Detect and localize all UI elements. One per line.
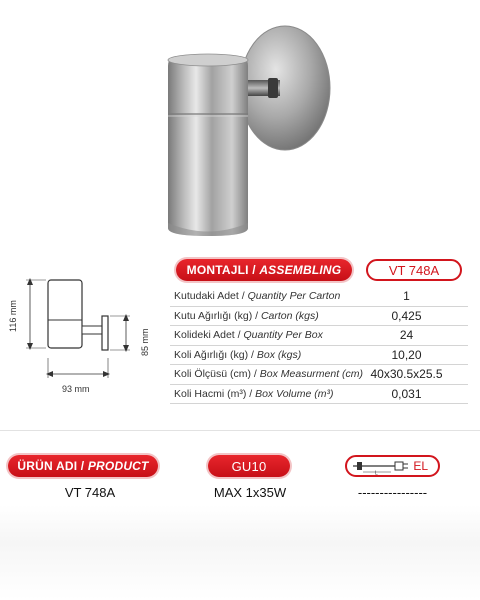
model-badge — [366, 259, 462, 281]
spec-value: 0,425 — [391, 308, 422, 323]
product-photo — [150, 18, 340, 243]
cable-plug-icon — [351, 457, 411, 475]
spec-label: Kutu Ağırlığı (kg) / Carton (kgs) — [174, 309, 319, 322]
spec-row — [170, 346, 468, 366]
cable-label: EL — [413, 459, 428, 473]
cable-badge — [345, 455, 440, 477]
spec-row — [170, 287, 468, 307]
cable-length: ---------------- — [357, 485, 428, 500]
socket-type: GU10 — [231, 458, 267, 474]
height-label: 116 mm — [8, 300, 18, 332]
model-code: VT 748A — [388, 262, 440, 278]
arm-label: 85 mm — [140, 328, 150, 356]
spec-row — [170, 385, 468, 405]
dimension-drawing — [0, 268, 160, 403]
svg-text:L: L — [375, 470, 378, 475]
spec-value: 24 — [399, 328, 414, 343]
spec-label: Koli Ölçüsü (cm) / Box Measurment (cm) — [174, 368, 364, 381]
width-label: 93 mm — [62, 384, 90, 394]
spec-value: 40x30.5x25.5 — [370, 367, 443, 382]
product-name: VT 748A — [64, 485, 116, 500]
spec-label: Kolideki Adet / Quantity Per Box — [174, 329, 323, 342]
page-footer-fade — [0, 505, 480, 600]
product-badge — [8, 455, 158, 477]
spec-label: Koli Hacmi (m³) / Box Volume (m³) — [174, 387, 334, 400]
spec-value: 1 — [403, 289, 410, 304]
spec-table — [170, 287, 468, 404]
spec-row — [170, 326, 468, 346]
spec-label: Kutudaki Adet / Quantity Per Carton — [174, 290, 341, 303]
spec-label: Koli Ağırlığı (kg) / Box (kgs) — [174, 348, 302, 361]
power-rating: MAX 1x35W — [213, 485, 287, 500]
assembling-title-tr: MONTAJLI / — [186, 263, 256, 277]
spec-row — [170, 365, 468, 385]
assembling-title-en: ASSEMBLING — [259, 263, 342, 277]
product-title-en: PRODUCT — [87, 459, 149, 473]
socket-badge — [208, 455, 290, 477]
spec-value: 10,20 — [391, 347, 422, 362]
spec-row — [170, 307, 468, 327]
assembling-badge — [176, 259, 352, 281]
spec-value: 0,031 — [391, 386, 422, 401]
section-divider — [0, 430, 480, 431]
product-title-tr: ÜRÜN ADI / — [17, 459, 85, 473]
